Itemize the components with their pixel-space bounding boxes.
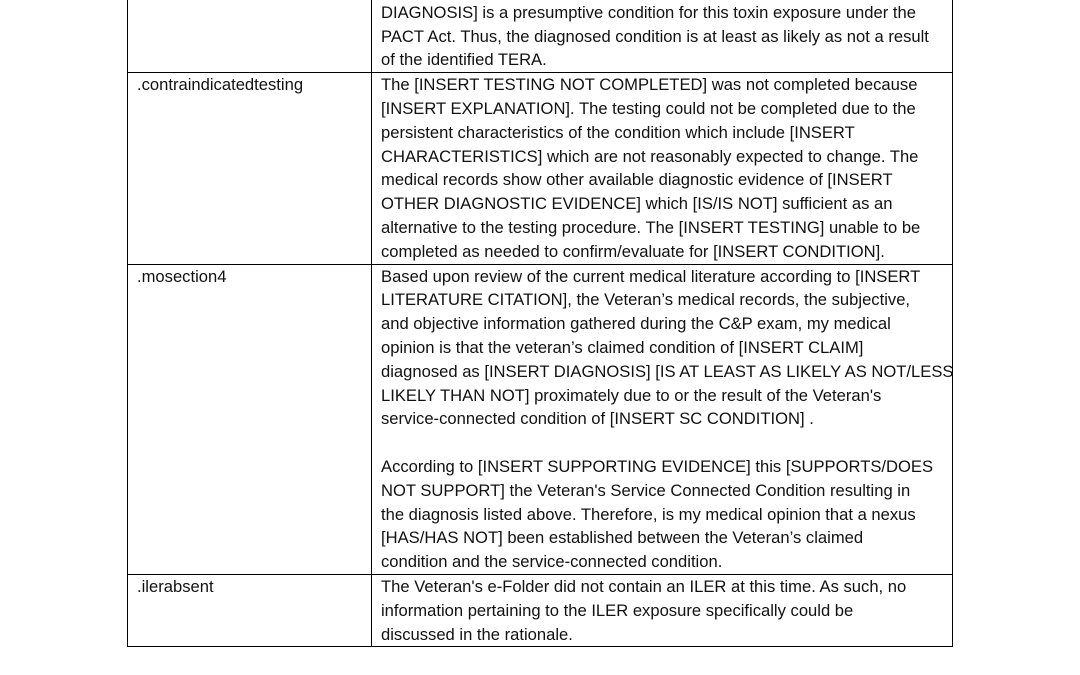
snippet-text-line: information pertaining to the ILER exposure specifically could be (381, 600, 854, 620)
snippet-key-cell (128, 264, 372, 574)
snippet-text-line: completed as needed to confirm/evaluate for [INSERT CONDITION]. (381, 241, 885, 261)
snippet-text-line: alternative to the testing procedure. The [INSERT TESTING] unable to be (381, 217, 921, 237)
snippet-key: .ilerabsent (137, 576, 214, 596)
snippet-text-line: LIKELY THAN NOT] proximately due to or the result of the Veteran's (381, 385, 882, 405)
snippet-text-line: persistent characteristics of the condition which include [INSERT (381, 122, 855, 142)
snippet-text-cell (372, 264, 953, 574)
snippet-text-line: OTHER DIAGNOSTIC EVIDENCE] which [IS/IS NOT] sufficient as an (381, 194, 893, 214)
snippet-text-line: PACT Act. Thus, the diagnosed condition is at least as likely as not a result (381, 26, 929, 46)
snippet-text-line: DIAGNOSIS] is a presumptive condition for this toxin exposure under the (381, 2, 916, 22)
snippet-text-line: The Veteran's e-Folder did not contain an ILER at this time. As such, no (381, 576, 907, 596)
snippet-text-line: LITERATURE CITATION], the Veteran’s medical records, the subjective, (381, 290, 911, 310)
snippet-text-line: medical records show other available diagnostic evidence of [INSERT (381, 170, 893, 190)
snippet-text-line: condition and the service-connected condition. (381, 552, 723, 572)
snippet-text-line: of the identified TERA. (381, 50, 547, 70)
snippet-text-line: The [INSERT TESTING NOT COMPLETED] was not completed because (381, 75, 918, 95)
snippet-text-line: [INSERT EXPLANATION]. The testing could not be completed due to the (381, 98, 916, 118)
snippet-text-line: opinion is that the veteran’s claimed condition of [INSERT CLAIM] (381, 337, 864, 357)
table-row (128, 574, 953, 646)
paragraph-gap (381, 431, 944, 455)
snippet-key: .contraindicatedtesting (137, 75, 304, 95)
snippet-text-cell (372, 574, 953, 646)
snippet-key-cell (128, 574, 372, 646)
snippet-text-line: and objective information gathered during the C&P exam, my medical (381, 314, 891, 334)
snippet-text-line: Based upon review of the current medical literature according to [INSERT (381, 266, 921, 286)
snippet-text-cell (372, 73, 953, 264)
snippet-key: .mosection4 (137, 266, 227, 286)
snippet-text-line: CHARACTERISTICS] which are not reasonably expected to change. The (381, 146, 919, 166)
table-row (128, 0, 953, 73)
snippet-text-line: According to [INSERT SUPPORTING EVIDENCE] this [SUPPORTS/DOES (381, 456, 934, 476)
snippet-text-line: [HAS/HAS NOT] been established between the Veteran’s claimed (381, 528, 864, 548)
snippet-text-line: diagnosed as [INSERT DIAGNOSIS] [IS AT LEAST AS LIKELY AS NOT/LESS (381, 361, 954, 381)
table-row (128, 73, 953, 264)
snippet-text-line: service-connected condition of [INSERT SC CONDITION] . (381, 409, 814, 429)
snippet-text-cell (372, 0, 953, 73)
table-row (128, 264, 953, 574)
snippet-text-line: the diagnosis listed above. Therefore, is my medical opinion that a nexus (381, 504, 916, 524)
snippet-key-cell (128, 0, 372, 73)
snippet-text-line: NOT SUPPORT] the Veteran's Service Connected Condition resulting in (381, 480, 911, 500)
snippet-text-line: discussed in the rationale. (381, 624, 573, 644)
snippet-table (127, 0, 953, 647)
snippet-key-cell (128, 73, 372, 264)
